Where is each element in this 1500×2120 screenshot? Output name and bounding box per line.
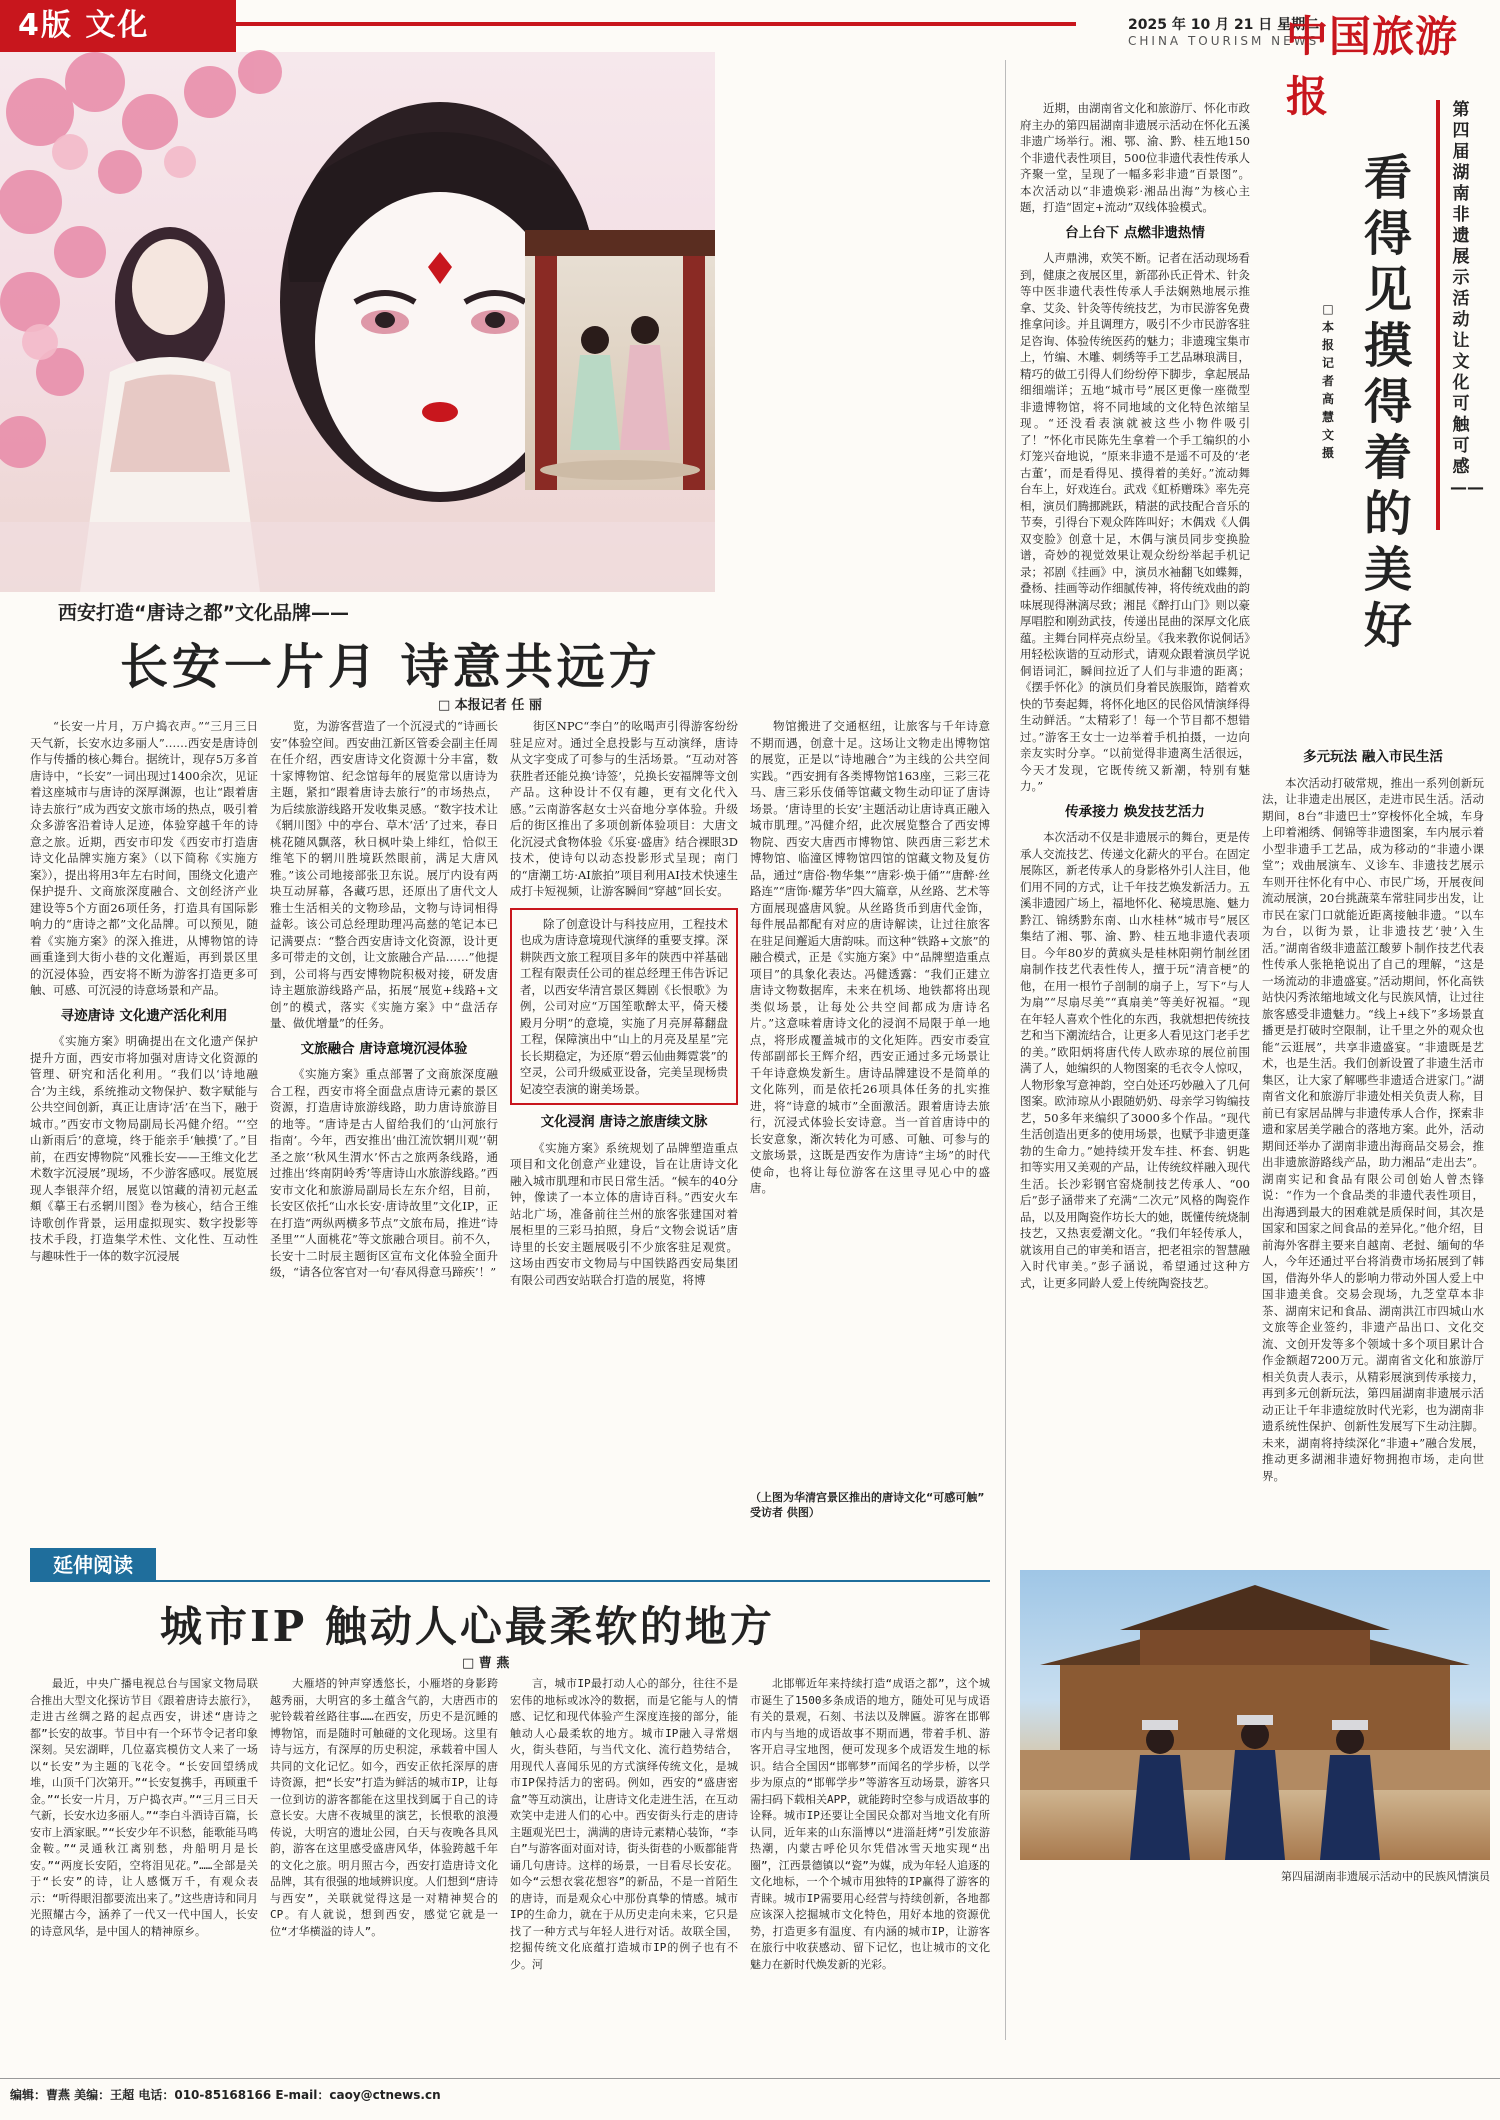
- masthead-logo: 中国旅游报: [1286, 12, 1459, 121]
- article3-column-1: [1020, 100, 1250, 1560]
- section-tag: 4版 文化: [0, 0, 236, 52]
- article2-paragraph: 最近，中央广播电视总台与国家文物局联合推出大型文化探访节目《跟着唐诗去旅行》，走进古丝绸之路的起点西安，讲述“唐诗之都”长安的故事。节目中有一个环节令记者印象深刻。吴宏湖畔，几位嘉宾模仿文人来了一场以“长安”为主题的飞花令。“长安回望绣成堆，山顶千门次第开。”“长安复携手，再顾重千金。”“长安一片月，万户捣衣声。”“三月三日天气新，长安水边多丽人。”“李白斗酒诗百篇，长安市上酒家眠。”“长安少年不识愁，能歌能马鸣金鞍。”“灵通秋江离别愁，舟船明月是长安。”“两度长安陌，空将泪见花。”……全部是关于“长安”的诗，让人感慨万千，有观众表示：“听得眼泪都要流出来了。”这些唐诗和同月光照耀古今，涵养了一代又一代中国人，长安的诗意风华，是中国人的精神原乡。: [30, 1677, 258, 1938]
- article3-byline: □ 本报记者 高 慧 文 摄: [1321, 302, 1334, 460]
- article1-paragraph: 览，为游客营造了一个沉浸式的“诗画长安”体验空间。西安曲江新区管委会副主任周在任介绍，西安唐诗文化资源十分丰富，数十家博物馆、纪念馆每年的展览常以唐诗为主题，紧扣“跟着唐诗去旅行”的市场热点，为后续旅游线路开发收集灵感。“数字技术让《辋川图》中的亭台、草木‘活’了过来，春日桃花随风飘落，秋日枫叶染上绯红，恰似王维笔下的辋川胜境跃然眼前，满足大唐风雅。”该公司地接部张卫东说。展厅内设有两块互动屏幕，各藏巧思，还原出了唐代文人雅士生活相关的文物珍品，文物与诗词相得益彰。该公司总经理助理冯高慈的笔记本已记满要点：“整合西安唐诗文化资源，设计更多可带走的文创，让文旅融合产品……”他提到，公司将与西安博物院积极对接，研发唐诗主题旅游线路产品，拓展“展览+线路+文创”的模式，落实《实施方案》中“盘活存量、做优增量”的任务。: [270, 719, 498, 1030]
- footer-rule: [0, 2078, 1500, 2079]
- inset-illustration: [525, 230, 715, 490]
- article1-subhead-3: 文化浸润 唐诗之旅唐续文脉: [540, 1114, 708, 1130]
- article1-subhead-1: 寻迹唐诗 文化遗产活化利用: [60, 1007, 228, 1024]
- article2-title: 城市IP 触动人心最柔软的地方: [160, 1602, 775, 1651]
- article3-paragraph: 本次活动不仅是非遗展示的舞台，更是传承人交流技艺、传递文化薪火的平台。在固定展陈区，新老传承人的身影格外引人注目，他们用不同的方式，让千年技艺焕发新活力。五溪非遗园广场上，福地怀化、秘境思施、魅力黔江、锦绣黔东南、山水桂林“城市号”展区集结了湘、鄂、渝、黔、桂五地非遗代表项目。今年80岁的黄疯头是桂林阳朔竹制丝团扇制作技艺代表性传人，擅于玩“清音梗”的他，在用一根竹子剖制的扇子上，写下“与人为扇”“尽扇尽美”“真扇美”等美好祝福。“现在年轻人喜欢个性化的东西，我就想把传统技艺和当下潮流结合，让更多人看见这门老手艺的美。”欧阳炳将唐代传人欧赤琼的展位前围满了人，她编织的人物图案的毛衣令人惊叹，人物形象写意神韵，空白处还巧妙融入了几何图案。欧沛琼从小跟随奶奶、母亲学习钩编技艺，50多年来编织了3000多个作品。“现代生活创造出更多的使用场景，也赋予非遗更蓬勃的生命力。”她持续开发车挂、杯套、钥匙扣等实用又美观的产品，让传统纹样融入现代生活。长沙彩钢官窑烧制技艺传承人、“00后”彭子涵带来了充满“二次元”风格的陶瓷作品，以及用陶瓷作坊长大的她，既懂传统烧制技艺，又热衷爱潮文化。“我们年轻传承人，就该用自己的审美和语言，把老祖宗的智慧融入时代审美。”彭子涵说，希望通过这种方式，让更多同龄人爱上传统陶瓷技艺。: [1020, 830, 1250, 1290]
- article1-paragraph: 物馆搬进了交通枢纽，让旅客与千年诗意不期而遇，创意十足。这场让文物走出博物馆的展览，正是以“诗地融合”为主线的公共空间实践。“西安拥有各类博物馆163座，三彩三花马、唐三彩乐伎俑等馆藏文物生动印证了唐诗场景。‘唐诗里的长安’主题活动让唐诗真正融入城市肌理。”冯健介绍，此次展览整合了西安博物院、西安大唐西市博物馆、陕西唐三彩艺术博物馆、临潼区博物馆四馆的馆藏文物及复仿品，通过“唐俗·物华集”“唐彩·焕于俑”“唐醉·丝路连”“唐饰·耀芳华”四大篇章，从丝路、艺术等方面展现盛唐风貌。从丝路货币到唐代金饰，每件展品都配有对应的唐诗解读，让过往旅客在驻足间邂逅大唐韵味。而这种“铁路+文旅”的融合模式，正是《实施方案》中“品牌塑造重点项目”的具象化表达。冯健透露：“我们正建立唐诗文物数据库，未来在机场、地铁都将出现类似场景，让每处公共空间都成为唐诗名片。”这意味着唐诗文化的浸润不局限于单一地点，将形成覆盖城市的文化矩阵。西安市委宣传部副部长王辉介绍，西安正通过多元场景让千年诗意焕发新生。唐诗品牌建设不是简单的文化陈列，而是依托26项具体任务的扎实推进，将“诗意的城市”全面激活。跟着唐诗去旅行，沉浸式体验长安诗意。当一首首唐诗中的长安意象，渐次转化为可感、可触、可参与的文旅场景，这既是西安作为唐诗“主场”的时代使命，也将让每位游客在这里寻见心中的盛唐。: [750, 719, 990, 1195]
- article1-byline: □ 本报记者 任 丽: [438, 698, 542, 713]
- article3-side-head: 第四届湖南非遗展示活动让文化可触可感——: [1450, 100, 1484, 498]
- article3-title: 看得见摸得着的美好: [1363, 150, 1412, 654]
- article3-paragraph: 近期，由湖南省文化和旅游厅、怀化市政府主办的第四届湖南非遗展示活动在怀化五溪非遗广场举行。湘、鄂、渝、黔、桂五地150个非遗代表性项目，500位非遗代表性传承人齐聚一堂，呈现了一幅多彩非遗“百景图”。本次活动以“非遗焕彩·湘品出海”为核心主题，打造“固定+流动”双线体验模式。: [1020, 101, 1250, 214]
- paper-english-name: CHINA TOURISM NEWS: [1128, 34, 1320, 48]
- article3-side-bar: [1436, 100, 1440, 530]
- article1-paragraph: 街区NPC“李白”的吆喝声引得游客纷纷驻足应对。通过全息投影与互动演绎，唐诗从文字变成了可参与的生活场景。“互动对答获胜者还能兑换‘诗签’，兑换长安福牌等文创产品。这种设计不仅有趣，更有文化代入感。”云南游客赵女士兴奋地分享体验。升级后的街区推出了多项创新体验项目：大唐文化沉浸式食物体验《乐宴·盛唐》结合裸眼3D技术，使诗句以动态投影形式呈现；南门的“唐潮工坊·AI旅拍”项目利用AI技术快速生成打卡短视频，让游客瞬间“穿越”回长安。: [510, 719, 738, 898]
- article2-byline: □ 曹 燕: [462, 1656, 510, 1671]
- article3-paragraph: 人声鼎沸，欢笑不断。记者在活动现场看到，健康之夜展区里，新邵孙氏正骨术、针灸等中医非遗代表性传承人手法娴熟地展示推拿、艾灸、针灸等传统技艺，为市民游客免费推拿问诊。并且调理方，吸引不少市民游客驻足咨询、体验传统医药的魅力；非遗瑰宝集市上，竹编、木雕、刺绣等手工艺品琳琅满目，精巧的做工引得人们纷纷停下脚步，拿起展品细细端详；五地“城市号”展区更像一座微型非遗博物馆，将不同地域的文化特色浓缩呈现。“还没看表演就被这些小物件吸引了！”怀化市民陈先生拿着一个手工编织的小灯笼兴奋地说，“原来非遗不是遥不可及的‘老古董’，而是看得见、摸得着的美好。”流动舞台车上，好戏连台。武戏《虹桥赠珠》率先亮相，演员们腾挪跳跃，精湛的武技配合音乐的节奏，引得台下观众阵阵叫好；木偶戏《人偶双变脸》创意十足，木偶与演员同步变换脸谱，奇妙的视觉效果让观众纷纷举起手机记录；祁剧《挂画》中，演员水袖翻飞如蝶舞，叠杨、挂画等动作细腻传神，将传统戏曲的韵味展现得淋漓尽致；湘昆《醉打山门》则以豪厚唱腔和刚劲武技，传递出昆曲的深厚文化底蕴。主舞台同样亮点纷呈。《我来教你说侗话》用轻松诙谐的互动形式，请观众跟着演员学说侗语词汇，瞬间拉近了人们与非遗的距离；《摆手怀化》的演员们身着民族服饰，踏着欢快的节奏起舞，将怀化地区的民俗风情演绎得生动鲜活。“太精彩了！每一个节目都不想错过。”游客王女士一边举着手机拍摄，一边向亲友实时分享。“以前觉得非遗离生活很远，今天才发现，它既传统又新潮，特别有魅力。”: [1020, 251, 1250, 793]
- article1-subhead-2: 文旅融合 唐诗意境沉浸体验: [300, 1040, 468, 1057]
- article2-paragraph: 北邯郸近年来持续打造“成语之都”，这个城市诞生了1500多条成语的地方，随处可见与成语有关的景观，石刻、书法以及牌匾。游客在邯郸市内与当地的成语故事不期而遇，带着手机、游客开启寻宝地图，便可发现多个成语发生地的标识。结合全国因“邯郸梦”而闻名的学步桥，以学步为原点的“邯郸学步”等游客互动场景，游客只需扫码下载相关APP，就能跨时空参与成语故事的诠释。城市IP还要让全国民众都对当地文化有所认同，近年来的山东淄博以“进淄赶烤”引发旅游热潮，内蒙古呼伦贝尔凭借冰雪天地实现“出圈”，江西景德镇以“瓷”为媒，成为年轻人追逐的文化地标，一个个城市用独特的IP赢得了游客的青睐。城市IP需要用心经营与持续创新，各地都应该深入挖掘城市文化特色，用好本地的资源优势，打造更多有温度、有内涵的城市IP，让游客在旅行中收获感动、留下记忆，也让城市的文化魅力在新时代焕发新的光彩。: [750, 1677, 990, 1971]
- article3-photo-performers: [1020, 1570, 1490, 1860]
- highlight-box-text: 除了创意设计与科技应用，工程技术也成为唐诗意境现代演绎的重要支撑。深耕陕西文旅工程项目多年的陕西中祥基础工程有限责任公司的崔总经理王伟告诉记者，以西安华清宫景区舞剧《长恨歌》为例，公司对应“万国笙歌醉太平，倚天楼殿月分明”的意境，实施了月亮屏幕翻盘工程，保障演出中“山上的月亮及星星”完长长期稳定，为还原“碧云仙曲舞霓裳”的空灵，公司升级威亚设备，完美呈现杨贵妃凌空表演的谢美场景。: [520, 916, 728, 1096]
- article3-photo-caption: 第四届湖南非遗展示活动中的民族风情演员: [1281, 1870, 1490, 1883]
- extended-reading-rule: [156, 1580, 990, 1582]
- highlight-box: [510, 908, 738, 1106]
- article3-subhead-2: 传承接力 焕发技艺活力: [1065, 803, 1205, 820]
- article1-title: 长安一片月 诗意共远方: [120, 639, 661, 695]
- article1-column-2: [270, 718, 498, 1540]
- article3-subhead-1: 台上台下 点燃非遗热情: [1065, 224, 1205, 241]
- article1-photo-caption: （上图为华清宫景区推出的唐诗文化“可感可触” 受访者 供图）: [750, 1491, 985, 1519]
- inset-photo-performers: [525, 230, 715, 490]
- article1-kicker: 西安打造“唐诗之都”文化品牌——: [58, 602, 349, 624]
- article3-illustration: [1020, 1570, 1490, 1860]
- article2-paragraph: 大雁塔的钟声穿透悠长，小雁塔的身影跨越秀丽，大明宫的多土蕴含气韵，大唐西市的驼铃载着丝路往事……在西安，历史不是沉睡的博物馆，而是随时可触碰的文化现场。这里有诗与远方，有深厚的历史积淀，承载着中国人共同的文化记忆。如今，西安正依托深厚的唐诗资源，把“长安”打造为鲜活的城市IP，让每一位到访的游客都能在这里找到属于自己的诗意长安。大唐不夜城里的演艺，长恨歌的浪漫传说，大明宫的遗址公园，白天与夜晚各具风韵，游客在这里感受盛唐风华，体验跨越千年的文化之旅。明月照古今，西安打造唐诗文化品牌，其有很强的地域辨识度。人们想到“唐诗与西安”，关联就觉得这是一对精神契合的CP。有人就说，想到西安，感觉它就是一位“才华横溢的诗人”。: [270, 1677, 498, 1938]
- article2-paragraph: 言，城市IP最打动人心的部分，往往不是宏伟的地标或冰冷的数据，而是它能与人的情感、记忆和现代体验产生深度连接的部分，能触动人心最柔软的地方。城市IP融入寻常烟火，街头巷陌，与当代文化、流行趋势结合，用现代人喜闻乐见的方式演绎传统文化，是城市IP保持活力的密码。例如，西安的“盛唐密盒”等互动演出，让唐诗文化走进生活，在互动欢笑中走进人们的心中。西安街头行走的唐诗主题观光巴士，满满的唐诗元素精心装饰，“李白”与游客面对面对诗，街头街巷的小贩都能背诵几句唐诗。这样的场景，一目看尽长安花。如今“云想衣裳花想容”的新品，不是一首陌生的唐诗，而是观众心中那份真挚的情感。城市IP的生命力，就在于从历史走向未来，它只是找了一种方式与年轻人进行对话。故联全国，挖掘传统文化底蕴打造城市IP的例子也有不少。河: [510, 1677, 738, 1971]
- article2-column-3: [510, 1676, 738, 2064]
- header-rule: [236, 22, 1076, 26]
- article3-paragraph: 本次活动打破常规，推出一系列创新玩法，让非遗走出展区，走进市民生活。活动期间，8台“非遗巴士”穿梭怀化全城，车身上印着湘绣、侗锦等非遗图案，车内展示着小型非遗手工艺品，成为移动的“非遗小课堂”；戏曲展演车、义诊车、非遗技艺展示车则开往怀化有中心、市民广场，开展夜间流动展演，20台挑蔬菜车常驻同步出发，让市民在家门口就能近距离接触非遗。“以车为台，以街为景，让非遗技艺‘驶’入生活。”湖南省级非遗蓝江酸萝卜制作技艺代表性传承人张艳艳说出了自己的理解，“这是一场流动的非遗盛宴。”活动期间，怀化高铁站快闪秀浓缩地域文化与民族风情，让过往旅客感受非遗魅力。“线上+线下”多场景直播更是打破时空限制，让千里之外的观众也能“云逛展”，共享非遗盛宴。“非遗既是艺术，也是生活。我们创新设置了非遗生活市集区，让大家了解哪些非遗适合进家门。”湖南省文化和旅游厅非遗处相关负责人称，目前已有家居品牌与非遗传承人合作，探索非遗和家居美学融合的落地方案。此外，活动期间还举办了湖南非遗出海商品交易会，推出非遗旅游路线产品，助力湘品“走出去”。湖南实记和食品有限公司创始人曾杰锋说：“作为一个食品类的非遗代表性项目，出海遇到最大的困难就是质保时间，其次是国家和国家之间食品的差异化。”他介绍，目前海外客群主要来自越南、老挝、缅甸的华人，今年还通过平台将消费市场拓展到了韩国，借海外华人的影响力带动外国人爱上中国非遗美食。交易会现场，九芝堂草本非茶、湖南宋记和食品、湖南洪江市四城山水文旅等企业签约，非遗产品出口、文化交流、文创开发等多个领域十多个项目累计合作金额超7200万元。湖南省文化和旅游厅相关负责人表示，从精彩展演到传承接力，再到多元创新玩法，第四届湖南非遗展示活动正让千年非遗绽放时代光彩，也为湖南非遗系统性保护、创新性发展写下生动注脚。未来，湖南将持续深化“非遗+”融合发展，推动更多湖湘非遗好物拥抱市场，走向世界。: [1262, 775, 1484, 1483]
- article3-subhead-3: 多元玩法 融入市民生活: [1303, 749, 1443, 765]
- article1-column-4: [750, 718, 990, 1480]
- article1-paragraph: 《实施方案》重点部署了文商旅深度融合工程，西安市将全面盘点唐诗元素的景区资源，打造唐诗旅游线路，助力唐诗旅游目的地等。“唐诗是古人留给我们的‘山河旅行指南’。今年，西安推出‘曲江流饮辋川观’‘朝圣之旅’‘秋风生渭水’怀古之旅两条线路，通过推出‘终南阴岭秀’等唐诗山水旅游线路。”西安市文化和旅游局副局长左东介绍，目前，长安区依托“山水长安·唐诗故里”文化IP，正在打造“两纵两横多节点”文旅布局，推进“诗圣里”“人面桃花”等文旅融合项目。前不久，长安十二时辰主题街区宣布文化体验全面升级，“请各位客官对一句‘春风得意马蹄疾’！”: [270, 1067, 498, 1279]
- extended-reading-label: 延伸阅读: [30, 1548, 156, 1582]
- article1-paragraph: 《实施方案》明确提出在文化遗产保护提升方面，西安市将加强对唐诗文化资源的管理、研究和活化利用。“我们以‘诗地融合’为主线，系统推动文物保护、数字赋能与公共空间创新，真正让唐诗‘活’在当下，融于城市。”西安市文物局副局长冯健介绍。“‘空山新雨后’的意境，终于能亲手‘触摸’了。”目前，在西安博物院“风雅长安——王维文化艺术数字沉浸展”现场，不少游客感叹。展览展现人李银萍介绍，展览以馆藏的清初元赵孟頫《摹王右丞辋川图》卷为核心，结合王维诗歌创作背景，运用虚拟现实、数字投影等技术手段，打造集学术性、文化性、互动性与趣味性于一体的数字沉浸展: [30, 1034, 258, 1263]
- column-divider: [1005, 60, 1006, 2040]
- article1-paragraph: 《实施方案》系统规划了品牌塑造重点项目和文化创意产业建设，旨在让唐诗文化融入城市肌理和市民日常生活。“候车的40分钟，像读了一本立体的唐诗百科。”西安火车站北广场，准备前往兰州的旅客张建国对着展柜里的三彩马拍照，身后“文物会说话”唐诗里的长安主题展吸引不少旅客驻足观赏。这场由西安市文物局与中国铁路西安局集团有限公司西安站联合打造的展览，将博: [510, 1140, 738, 1287]
- article2-column-4: [750, 1676, 990, 2064]
- article3-column-2: [1262, 740, 1484, 1483]
- article1-paragraph: “长安一片月，万户捣衣声。”“三月三日天气新，长安水边多丽人”……西安是唐诗创作与传播的核心舞台。据统计，现存5万多首唐诗中，“长安”一词出现过1400余次，见证着这座城市与唐诗的深厚渊源，也让“跟着唐诗去旅行”成为西安文旅市场的热点，吸引着众多游客沿着诗人足迹，体验穿越千年的诗意之旅。近期，西安市印发《西安市打造唐诗文化品牌实施方案》（以下简称《实施方案》），提出将用3年左右时间，围绕文化遗产保护提升、文商旅深度融合、文创经济产业建设等5个方面26项任务，打造具有国际影响力的“唐诗之都”文化品牌。可以预见，随着《实施方案》的深入推进，从博物馆的诗画重逢到大街小巷的文化邂逅，再到景区里的沉浸体验，西安将不断为游客打造更多可触、可感、可沉浸的诗意场景和产品。: [30, 719, 258, 997]
- article1-column-1: [30, 718, 258, 1540]
- article1-column-3: [510, 718, 738, 1540]
- article2-column-2: [270, 1676, 498, 2064]
- footer-credits: 编辑：曹燕 美编：王超 电话：010-85168166 E-mail：caoy@ctnews.cn: [10, 2088, 441, 2102]
- issue-date: 2025 年 10 月 21 日 星期二: [1128, 17, 1320, 33]
- article2-column-1: [30, 1676, 258, 2064]
